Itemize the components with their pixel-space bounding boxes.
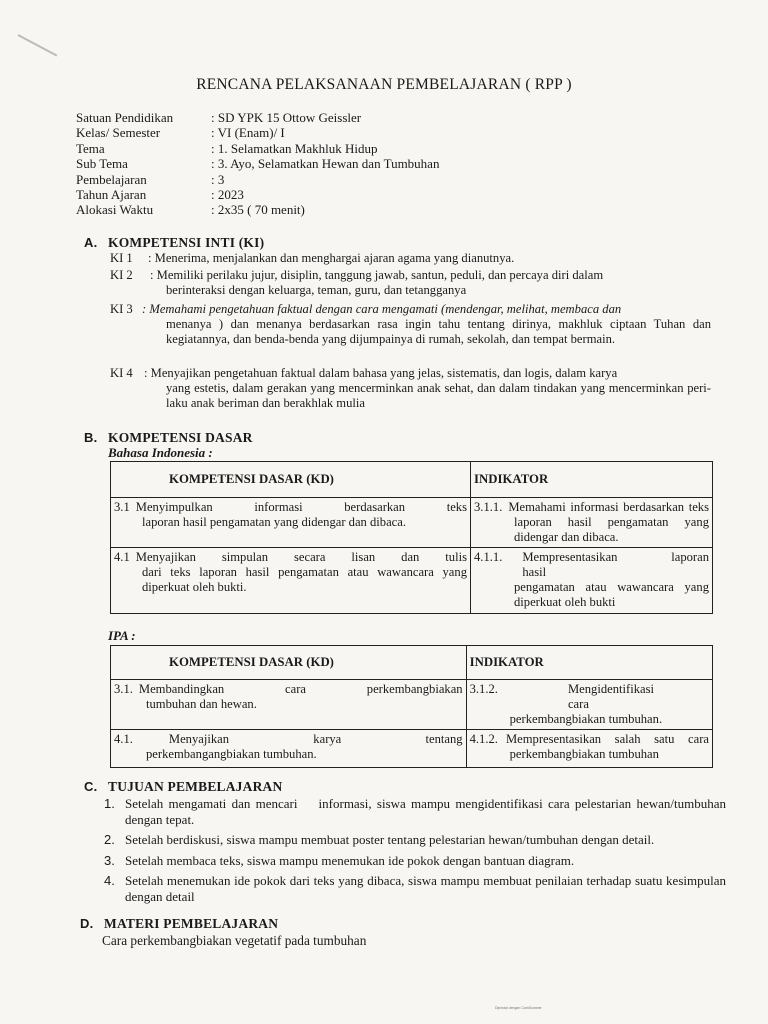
- ki-item: [110, 251, 715, 267]
- identity-row: [76, 202, 439, 217]
- section-d-heading: [80, 916, 278, 932]
- kd-first-line: [114, 732, 463, 747]
- item-text: Setelah membaca teks, siswa mampu menemukan ide pokok dengan bantuan diagram.: [125, 852, 575, 868]
- identity-value: : VI (Enam)/ I: [211, 125, 285, 141]
- kd-first-line: [114, 550, 467, 565]
- identity-value: : 1. Selamatkan Makhluk Hidup: [211, 140, 378, 156]
- item-text: Setelah berdiskusi, siswa mampu membuat poster tentang pelestarian hewan/tumbuhan dengan detail.: [125, 832, 655, 847]
- kd-number: 3.1: [114, 500, 130, 514]
- ind-first: Mengidentifikasi cara: [567, 682, 654, 711]
- kd-rest: laporan hasil pengamatan yang didengar dan dibaca.: [142, 515, 407, 529]
- ki-item: [110, 302, 768, 364]
- ind-first: Mempresentasikan salah satu cara: [505, 732, 709, 746]
- table-row: [111, 548, 713, 614]
- identity-row: [76, 141, 439, 156]
- identity-label: Kelas/ Semester: [76, 125, 161, 141]
- kd-first-line: [114, 682, 463, 697]
- ind-number: 4.1.1.: [474, 550, 503, 564]
- identity-block: [76, 110, 439, 218]
- ind-number: 3.1.2.: [469, 682, 498, 696]
- table-row: [111, 730, 713, 768]
- ind-first-line: [474, 550, 709, 580]
- section-a-heading: [84, 235, 264, 251]
- kd-rest: dari teks laporan hasil pengamatan atau wawancara yang diperkuat oleh bukti.: [142, 565, 467, 594]
- ki-text: : Memahami pengetahuan faktual dengan cara mengamati (mendengar, melihat, membaca dan: [142, 302, 622, 316]
- ki-text: : Memiliki perilaku jujur, disiplin, tanggung jawab, santun, peduli, dan percaya diri dalam: [150, 268, 604, 282]
- kd-cell: [111, 730, 467, 768]
- list-item: [104, 796, 730, 827]
- header-indikator: INDIKATOR: [471, 462, 713, 498]
- item-number: 2.: [104, 832, 115, 847]
- ind-first-line: [470, 682, 709, 712]
- ki-text-cont: yang estetis, dalam gerakan yang mencerminkan anak sehat, dan dalam tindakan yang mencerminkan peri-laku anak beriman dan berakhlak mulia: [166, 381, 711, 411]
- header-kd: KOMPETENSI DASAR (KD): [111, 646, 467, 680]
- section-b-title: KOMPETENSI DASAR: [108, 430, 253, 445]
- kd-number: 4.1: [114, 550, 130, 564]
- tujuan-list: [104, 796, 730, 909]
- scan-mark: [18, 34, 58, 56]
- ind-rest: laporan hasil pengamatan yang didengar dan dibaca.: [514, 515, 709, 544]
- scanner-footnote: Dipindai dengan CamScanner: [495, 1006, 542, 1010]
- kd-rest: tumbuhan dan hewan.: [146, 697, 257, 711]
- bahasa-subheading: Bahasa Indonesia :: [108, 445, 213, 460]
- ind-rest: pengamatan atau wawancara yang diperkuat oleh bukti: [514, 580, 709, 609]
- indikator-cell: [466, 680, 712, 730]
- identity-label: Satuan Pendidikan: [76, 110, 174, 125]
- bahasa-table: [110, 461, 713, 614]
- table-row: [111, 680, 713, 730]
- ki-label: KI 4: [110, 366, 133, 380]
- ki-item: [110, 268, 768, 300]
- identity-value: : 2023: [211, 187, 244, 203]
- identity-value: : 3: [211, 171, 225, 187]
- section-c-heading: [84, 779, 282, 795]
- identity-value: : 2x35 ( 70 menit): [211, 202, 305, 218]
- table-header-row: [111, 462, 713, 498]
- kd-first: Menyajikan karya tentang: [168, 732, 463, 746]
- kd-cell: [111, 498, 471, 548]
- ipa-table: [110, 645, 713, 768]
- list-item: [104, 873, 726, 904]
- table-header-row: [111, 646, 713, 680]
- section-b-letter: B.: [84, 430, 98, 445]
- kd-first: Menyimpulkan informasi berdasarkan teks: [135, 500, 467, 514]
- item-number: 1.: [104, 796, 115, 811]
- identity-row: [76, 110, 439, 125]
- kd-first: Membandingkan cara perkembangbiakan: [138, 682, 463, 696]
- ki-label: KI 2: [110, 268, 133, 282]
- ind-first-line: [474, 500, 709, 515]
- identity-row: [76, 172, 439, 187]
- identity-value: : SD YPK 15 Ottow Geissler: [211, 110, 362, 125]
- ki-text: : Menyajikan pengetahuan faktual dalam bahasa yang jelas, sistematis, dan logis, dalam karya: [144, 366, 618, 380]
- page-title: RENCANA PELAKSANAAN PEMBELAJARAN ( RPP ): [196, 76, 572, 93]
- ind-number: 4.1.2.: [469, 732, 498, 746]
- kd-cell: [111, 680, 467, 730]
- ind-first-line: [470, 732, 709, 747]
- indikator-cell: [471, 498, 713, 548]
- item-text: Setelah menemukan ide pokok dari teks yang dibaca, siswa mampu membuat penilaian terhadap suatu kesimpulan dengan detail: [125, 873, 726, 904]
- item-number: 4.: [104, 873, 115, 888]
- ki-text: : Menerima, menjalankan dan menghargai ajaran agama yang dianutnya.: [148, 251, 515, 265]
- kd-number: 4.1.: [114, 732, 133, 746]
- identity-label: Tahun Ajaran: [76, 187, 147, 203]
- kd-cell: [111, 548, 471, 614]
- section-a-title: KOMPETENSI INTI (KI): [108, 235, 265, 250]
- ki-item: [110, 366, 768, 414]
- header-kd: KOMPETENSI DASAR (KD): [111, 462, 471, 498]
- section-b-heading: [84, 430, 253, 446]
- section-c-letter: C.: [84, 779, 98, 794]
- indikator-cell: [471, 548, 713, 614]
- kd-number: 3.1.: [114, 682, 133, 696]
- identity-label: Sub Tema: [76, 156, 128, 172]
- ki-label: KI 3: [110, 302, 133, 316]
- item-text: Setelah mengamati dan mencari informasi, siswa mampu mengidentifikasi cara pelestarian hewan/tumbuhan dengan tepat.: [125, 796, 730, 827]
- section-a-letter: A.: [84, 235, 98, 250]
- header-indikator: INDIKATOR: [466, 646, 712, 680]
- kd-first-line: [114, 500, 467, 515]
- identity-value: : 3. Ayo, Selamatkan Hewan dan Tumbuhan: [211, 156, 440, 172]
- section-d-letter: D.: [80, 916, 94, 931]
- section-d-title: MATERI PEMBELAJARAN: [104, 916, 279, 931]
- ind-first: Memahami informasi berdasarkan teks: [508, 500, 709, 514]
- item-number: 3.: [104, 852, 115, 868]
- kd-first: Menyajikan simpulan secara lisan dan tulis: [135, 550, 467, 564]
- identity-row: [76, 125, 439, 140]
- ind-rest: perkembangbiakan tumbuhan: [509, 747, 659, 761]
- indikator-cell: [466, 730, 712, 768]
- section-c-title: TUJUAN PEMBELAJARAN: [108, 779, 283, 794]
- kd-rest: perkembangangbiakan tumbuhan.: [146, 747, 317, 761]
- list-item: [104, 853, 726, 869]
- ind-number: 3.1.1.: [474, 500, 503, 514]
- ipa-subheading: IPA :: [108, 628, 136, 643]
- ind-rest: perkembangbiakan tumbuhan.: [509, 712, 663, 726]
- ind-first: Mempresentasikan laporan hasil: [522, 550, 709, 579]
- identity-label: Alokasi Waktu: [76, 202, 154, 218]
- list-item: [104, 832, 726, 848]
- identity-label: Pembelajaran: [76, 171, 147, 187]
- ki-text-cont: berinteraksi dengan keluarga, teman, guru, dan tetangganya: [166, 283, 467, 297]
- identity-row: [76, 156, 439, 171]
- identity-label: Tema: [76, 140, 105, 156]
- materi-content: Cara perkembangbiakan vegetatif pada tumbuhan: [102, 933, 367, 948]
- ki-label: KI 1: [110, 251, 133, 265]
- table-row: [111, 498, 713, 548]
- identity-row: [76, 187, 439, 202]
- ki-text-cont: menanya ) dan menanya berdasarkan rasa ingin tahu tentang dirinya, makhluk ciptaan Tuhan dan kegiatannya, dan benda-benda yang dijumpainya di rumah, sekolah, dan tempat bermain.: [166, 317, 711, 347]
